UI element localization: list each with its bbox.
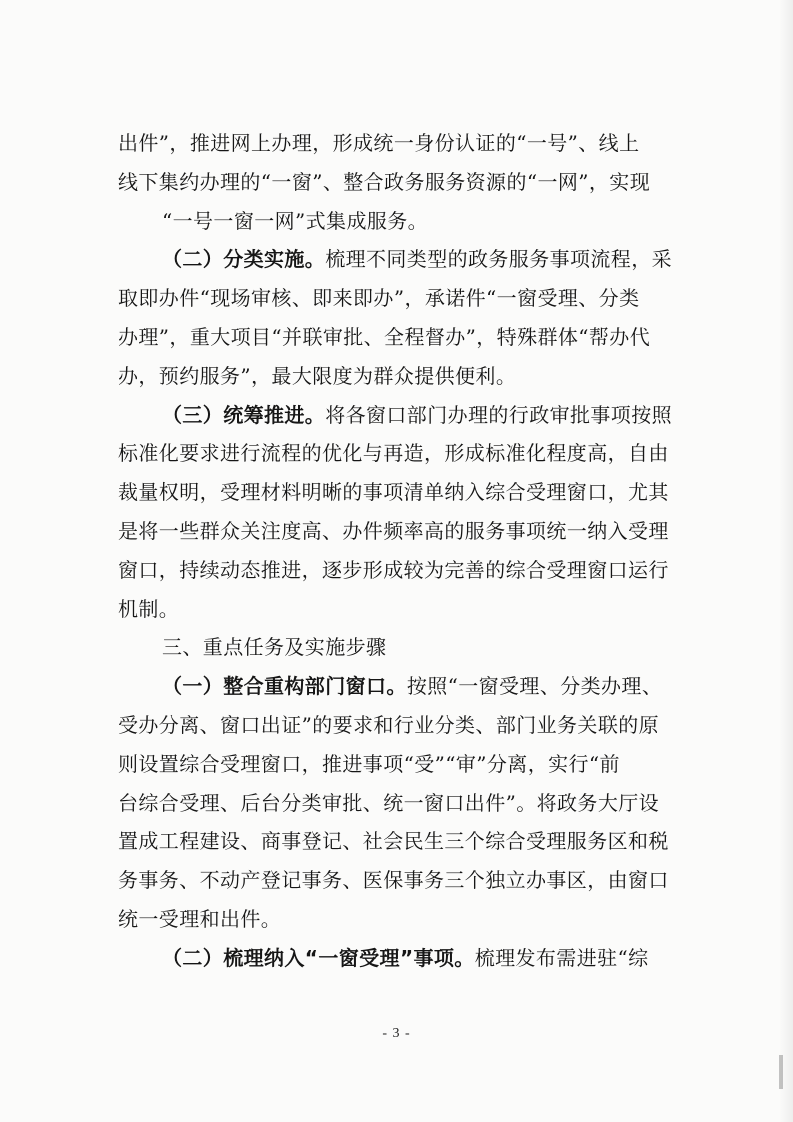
section-heading-restructure-windows: （一）整合重构部门窗口。 (162, 674, 407, 699)
line-text: 线下集约办理的“一窗”、整合政务服务资源的“一网”，实现 (118, 169, 651, 194)
body-line (118, 473, 692, 512)
section-paragraph-start (118, 939, 692, 978)
line-text: 裁量权明，受理材料明晰的事项清单纳入综合受理窗口，尤其 (118, 480, 669, 505)
body-line (118, 590, 692, 629)
line-text: 机制。 (118, 596, 180, 621)
section-heading-classified-implementation: （二）分类实施。 (162, 247, 326, 272)
body-line (118, 357, 692, 396)
chapter-heading (118, 628, 692, 667)
body-line (118, 512, 692, 551)
section-paragraph-start (118, 240, 692, 279)
body-line (118, 318, 692, 357)
body-line (118, 706, 692, 745)
section-paragraph-start (118, 396, 692, 435)
line-text: 标准化要求进行流程的优化与再造，形成标准化程度高，自由 (118, 441, 669, 466)
line-text: 办理”，重大项目“并联审批、全程督办”，特殊群体“帮办代 (118, 324, 651, 349)
line-text: 务事务、不动产登记事务、医保事务三个独立办事区，由窗口 (118, 868, 669, 893)
body-line (118, 784, 692, 823)
document-body (118, 124, 692, 978)
page-number: - 3 - (382, 1026, 411, 1041)
body-line (118, 202, 692, 241)
body-line (118, 551, 692, 590)
line-text: 则设置综合受理窗口，推进事项“受”“审”分离，实行“前 (118, 751, 620, 776)
line-text: 按照“一窗受理、分类办理、 (406, 674, 663, 699)
line-text: 办，预约服务”，最大限度为群众提供便利。 (118, 363, 517, 388)
body-line (118, 745, 692, 784)
body-line (118, 861, 692, 900)
line-text: 取即办件“现场审核、即来即办”，承诺件“一窗受理、分类 (118, 286, 640, 311)
line-text: 置成工程建设、商事登记、社会民生三个综合受理服务区和税 (118, 829, 669, 854)
line-text: 将各窗口部门办理的行政审批事项按照 (325, 402, 673, 427)
line-text: 统一受理和出件。 (118, 906, 282, 931)
line-text: 窗口，持续动态推进，逐步形成较为完善的综合受理窗口运行 (118, 557, 669, 582)
section-heading-coordinated-advance: （三）统筹推进。 (162, 402, 326, 427)
line-text: 梳理不同类型的政务服务事项流程，采 (325, 247, 673, 272)
line-text: 台综合受理、后台分类审批、统一窗口出件”。将政务大厅设 (118, 790, 660, 815)
body-line (118, 822, 692, 861)
body-line (118, 434, 692, 473)
body-line (118, 124, 692, 163)
line-text: 梳理发布需进驻“综 (474, 945, 649, 970)
line-text: 出件”，推进网上办理，形成统一身份认证的“一号”、线上 (118, 131, 640, 155)
line-text: 受办分离、窗口出证”的要求和行业分类、部门业务关联的原 (118, 712, 660, 737)
body-line (118, 163, 692, 202)
section-heading-one-window-items: （二）梳理纳入“一窗受理”事项。 (162, 945, 475, 970)
body-line (118, 900, 692, 939)
body-line (118, 279, 692, 318)
chapter-heading-text: 三、重点任务及实施步骤 (162, 635, 387, 660)
line-text: 是将一些群众关注度高、办件频率高的服务事项统一纳入受理 (118, 518, 669, 543)
section-paragraph-start (118, 667, 692, 706)
line-text: “一号一窗一网”式集成服务。 (162, 208, 429, 233)
